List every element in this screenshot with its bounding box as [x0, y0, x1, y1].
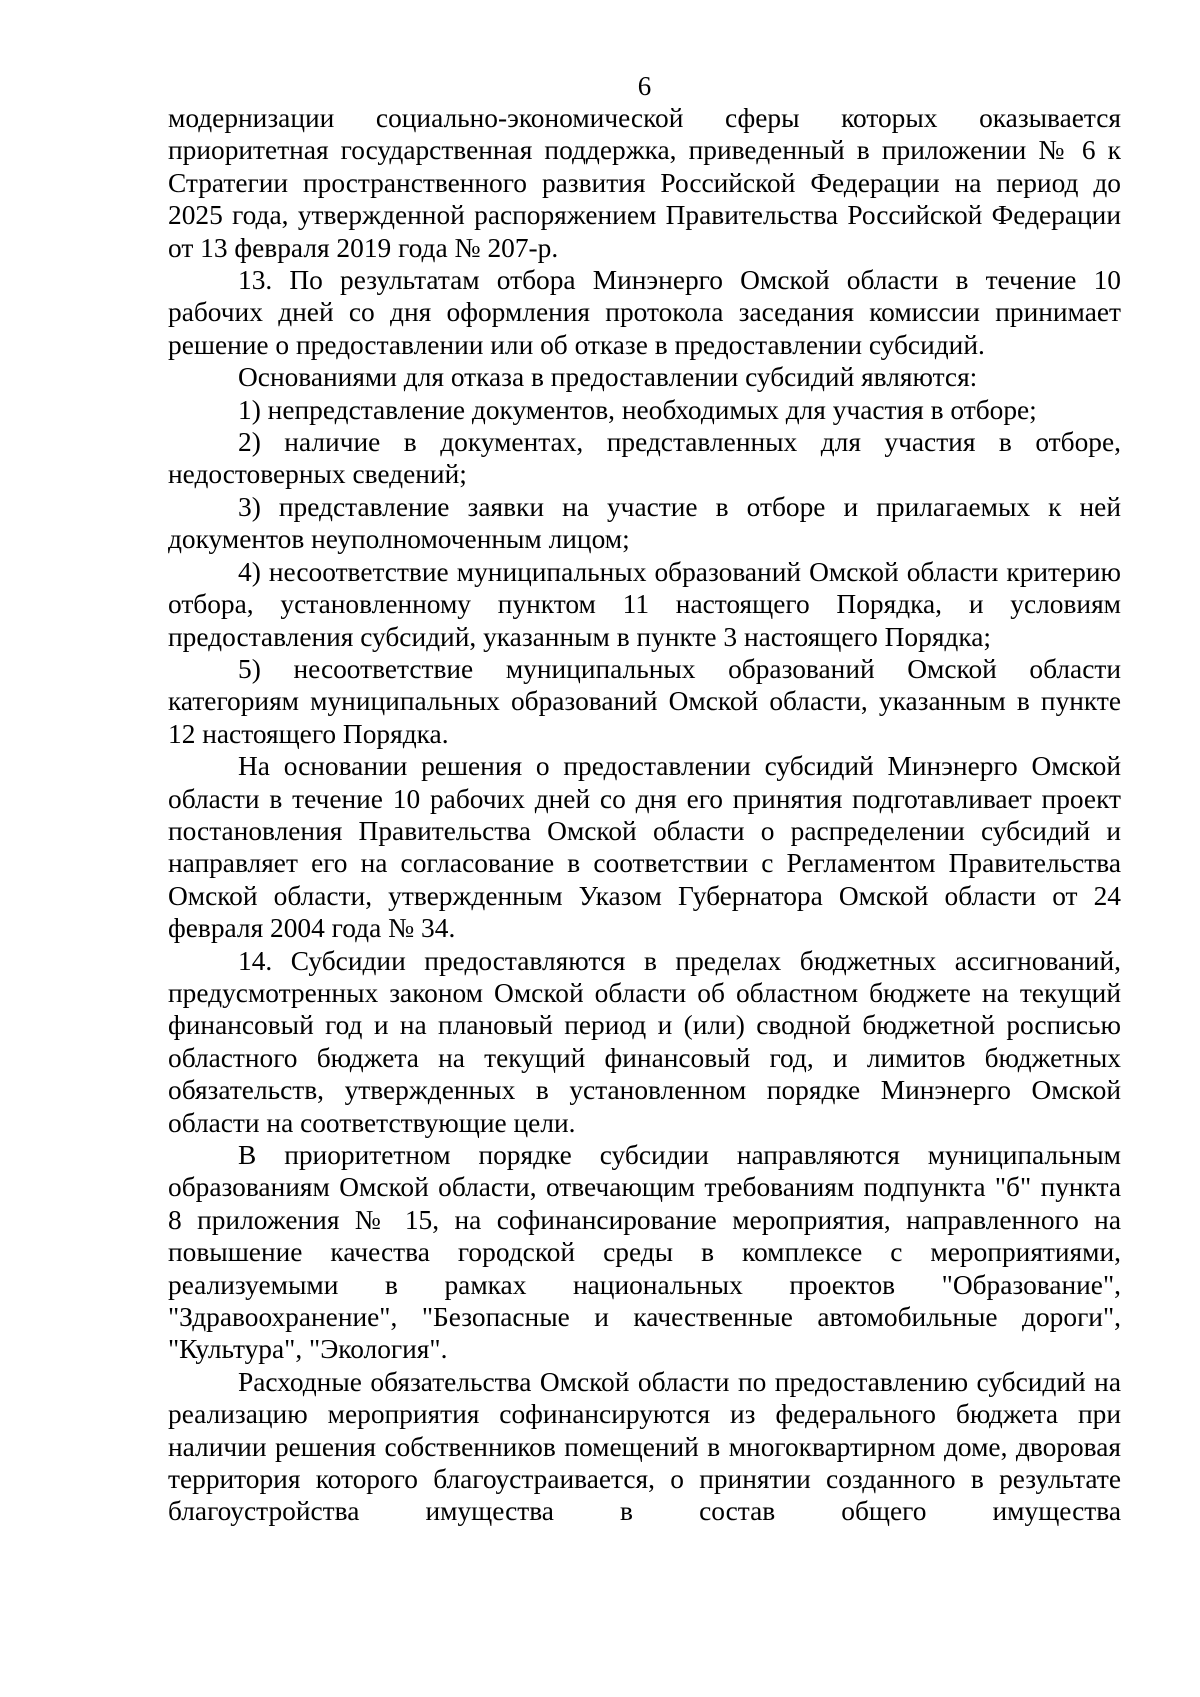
paragraph-expense-obligations: Расходные обязательства Омской области по предоставлению субсидий на реализацию мероприятия софинансируются из федерального бюджета при наличии решения собственников помещений в многоквартирном доме, дворовая территория которого благоустраивается, о принятии созданного в результате благоустройства имущества в состав общего имущества [168, 1366, 1121, 1527]
list-item-4: 4) несоответствие муниципальных образований Омской области критерию отбора, установленному пунктом 11 настоящего Порядка, и условиям предоставления субсидий, указанным в пункте 3 настоящего Порядка; [168, 556, 1121, 652]
paragraph-item-14: 14. Субсидии предоставляются в пределах бюджетных ассигнований, предусмотренных законом Омской области об областном бюджете на текущий финансовый год и на плановый период и (или) сводной бюджетной росписью областного бюджета на текущий финансовый год, и лимитов бюджетных обязательств, утвержденных в установленном порядке Минэнерго Омской области на соответствующие цели. [168, 945, 1121, 1138]
paragraph-decision-basis: На основании решения о предоставлении субсидий Минэнерго Омской области в течение 10 рабочих дней со дня его принятия подготавливает проект постановления Правительства Омской области о распределении субсидий и направляет его на согласование в соответствии с Регламентом Правительства Омской области, утвержденным Указом Губернатора Омской области от 24 февраля 2004 года № 34. [168, 751, 1121, 944]
paragraph-item-13: 13. По результатам отбора Минэнерго Омской области в течение 10 рабочих дней со дня оформления протокола заседания комиссии принимает решение о предоставлении или об отказе в предоставлении субсидий. [168, 265, 1121, 360]
paragraph-refusal-grounds: Основаниями для отказа в предоставлении субсидий являются: [238, 362, 978, 393]
document-body [168, 102, 1121, 1528]
page-number: 6 [637, 71, 652, 101]
list-item-2: 2) наличие в документах, представленных для участия в отборе, недостоверных сведений; [168, 427, 1121, 490]
list-item-5: 5) несоответствие муниципальных образований Омской области категориям муниципальных образований Омской области, указанным в пункте 12 настоящего Порядка. [168, 653, 1121, 749]
paragraph-continuation: модернизации социально-экономической сферы которых оказывается приоритетная государственная поддержка, приведенный в приложении № 6 к Стратегии пространственного развития Российской Федерации на период до 2025 года, утвержденной распоряжением Правительства Российской Федерации от 13 февраля 2019 года № 207-р. [168, 103, 1121, 263]
list-item-1: 1) непредставление документов, необходимых для участия в отборе; [238, 394, 1037, 425]
list-item-3: 3) представление заявки на участие в отборе и прилагаемых к ней документов неуполномоченным лицом; [168, 491, 1121, 555]
paragraph-priority-order: В приоритетном порядке субсидии направляются муниципальным образованиям Омской области, отвечающим требованиям подпункта "б" пункта 8 приложения № 15, на софинансирование мероприятия, направленного на повышение качества городской среды в комплексе с мероприятиями, реализуемыми в рамках национальных проектов "Образование", "Здравоохранение", "Безопасные и качественные автомобильные дороги", "Культура", "Экология". [168, 1140, 1121, 1365]
document-page [168, 70, 1121, 1528]
